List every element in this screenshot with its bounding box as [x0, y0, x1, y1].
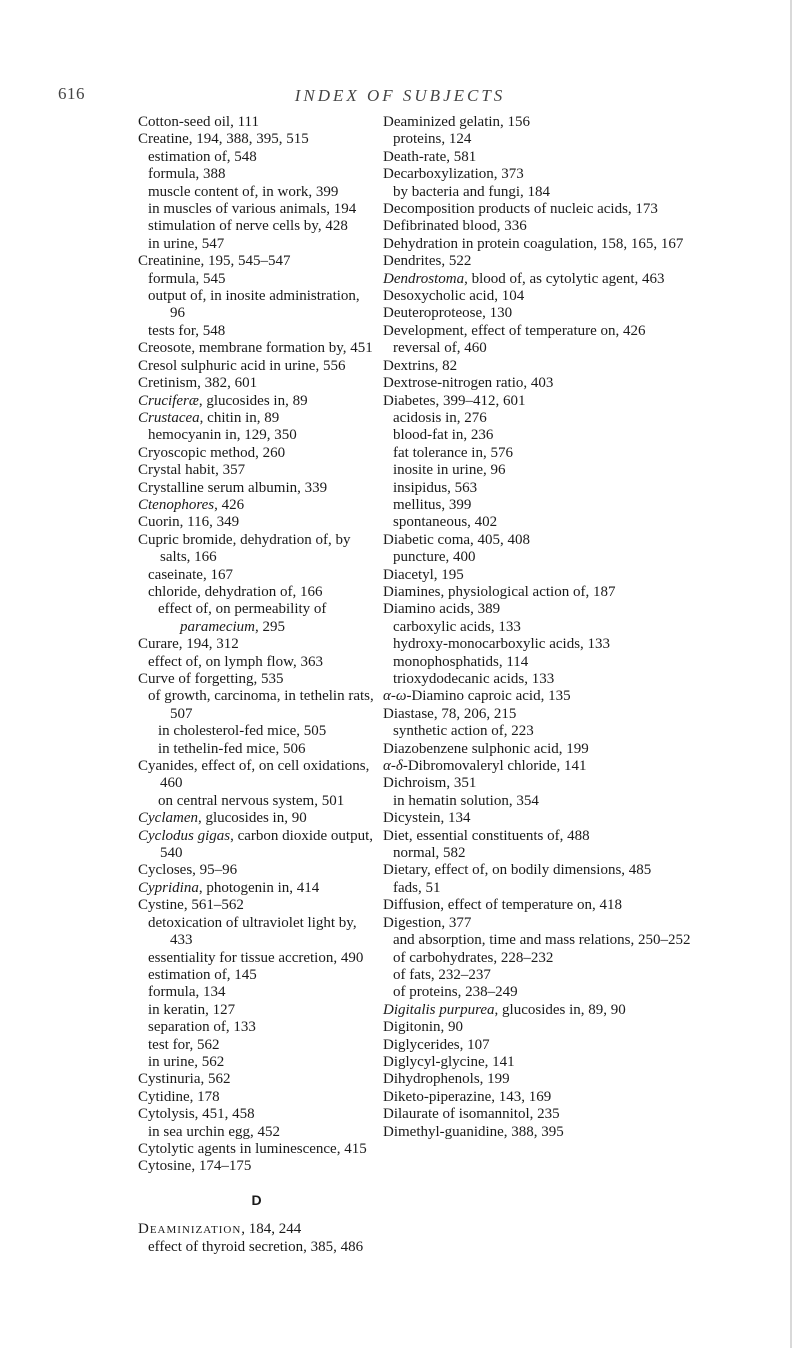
- index-entry: [383, 218, 783, 235]
- entry-text: Dilaurate of isomannitol, 235: [383, 1106, 560, 1123]
- entry-text: Cyclodus gigas: [138, 827, 231, 844]
- index-subentry: [148, 236, 375, 253]
- index-entry: [138, 253, 375, 270]
- entry-text: in sea urchin egg, 452: [148, 1123, 281, 1140]
- index-subentry: [148, 654, 375, 671]
- index-entry: [138, 636, 375, 653]
- entry-text: Cuorin, 116, 349: [138, 514, 240, 531]
- entry-text: and absorption, time and mass relations, 250–252: [393, 932, 691, 949]
- index-subentry: [393, 131, 783, 148]
- index-entry: [383, 149, 783, 166]
- index-subentry: [148, 567, 375, 584]
- entry-text: Diglycyl-glycine, 141: [383, 1053, 515, 1070]
- entry-text: formula, 545: [148, 270, 226, 287]
- index-subentry: [158, 741, 375, 758]
- index-subentry: [148, 950, 375, 967]
- index-subentry: [393, 427, 783, 444]
- index-entry: [383, 393, 783, 410]
- entry-text: Dendrites, 522: [383, 253, 472, 270]
- entry-text: muscle content of, in work, 399: [148, 183, 339, 200]
- index-subentry: [393, 793, 783, 810]
- entry-text: Creatine, 194, 388, 395, 515: [138, 131, 309, 148]
- index-entry: [383, 305, 783, 322]
- entry-text: estimation of, 548: [148, 148, 257, 165]
- index-entry: [383, 532, 783, 549]
- index-entry: [383, 1106, 783, 1123]
- entry-text: hemocyanin in, 129, 350: [148, 427, 297, 444]
- index-entry: [138, 1141, 375, 1158]
- index-subentry: [393, 514, 783, 531]
- index-entry: [383, 201, 783, 218]
- index-subentry: [393, 671, 783, 688]
- index-subentry: [148, 1239, 375, 1256]
- entry-text: , 184, 244: [241, 1221, 302, 1238]
- index-entry: [383, 706, 783, 723]
- index-entry: [138, 462, 375, 479]
- index-subentry: [148, 984, 375, 1001]
- index-subentry: [393, 950, 783, 967]
- entry-text: Development, effect of temperature on, 426: [383, 322, 646, 339]
- entry-text: of proteins, 238–249: [393, 984, 518, 1001]
- index-entry: [138, 532, 375, 567]
- entry-text: Dietary, effect of, on bodily dimensions, 485: [383, 862, 652, 879]
- entry-text: spontaneous, 402: [393, 514, 498, 531]
- index-entry: [383, 375, 783, 392]
- index-entry: [138, 497, 375, 514]
- index-subentry: [393, 880, 783, 897]
- entry-text: insipidus, 563: [393, 479, 478, 496]
- entry-text: Cystinuria, 562: [138, 1071, 231, 1088]
- index-subentry: [148, 1002, 375, 1019]
- entry-text: , glucosides in, 89: [198, 392, 308, 409]
- index-entry: [138, 514, 375, 531]
- entry-text: Decomposition products of nucleic acids, 173: [383, 201, 658, 218]
- index-entry: [383, 1124, 783, 1141]
- entry-text: , glucosides in, 90: [197, 810, 307, 827]
- entry-text: of growth, carcinoma, in tethelin rats, 507: [148, 688, 374, 722]
- entry-text: tests for, 548: [148, 322, 226, 339]
- index-entry: [383, 1089, 783, 1106]
- index-entry: [383, 1002, 783, 1019]
- entry-text: in tethelin-fed mice, 506: [158, 740, 306, 757]
- entry-text: -Diamino caproic acid, 135: [406, 688, 571, 705]
- index-subentry: [393, 619, 783, 636]
- index-entry: [138, 410, 375, 427]
- entry-text: effect of thyroid secretion, 385, 486: [148, 1238, 364, 1255]
- scan-edge-line: [790, 0, 792, 1348]
- index-subentry: [393, 549, 783, 566]
- entry-text: α-δ: [383, 758, 403, 775]
- index-entry: [138, 1106, 375, 1123]
- entry-text: reversal of, 460: [393, 340, 487, 357]
- entry-text: separation of, 133: [148, 1019, 256, 1036]
- entry-text: Cytosine, 174–175: [138, 1158, 252, 1175]
- entry-text: Diglycerides, 107: [383, 1036, 490, 1053]
- index-entry: [383, 1037, 783, 1054]
- entry-text: Diabetic coma, 405, 408: [383, 531, 531, 548]
- index-subentry: [148, 201, 375, 218]
- index-entry: [383, 601, 783, 618]
- entry-text: normal, 582: [393, 845, 466, 862]
- entry-text: Desoxycholic acid, 104: [383, 288, 525, 305]
- index-entry: [138, 758, 375, 793]
- entry-text: Curve of forgetting, 535: [138, 671, 284, 687]
- entry-text: , photogenin in, 414: [198, 879, 320, 896]
- index-subentry: [393, 932, 783, 949]
- entry-text: acidosis in, 276: [393, 409, 487, 426]
- entry-text: Cretinism, 382, 601: [138, 375, 258, 392]
- index-entry: [383, 828, 783, 845]
- index-entry: [383, 688, 783, 705]
- index-subentry: [393, 984, 783, 1001]
- entry-text: , glucosides in, 89, 90: [494, 1001, 626, 1018]
- index-entry: [383, 741, 783, 758]
- entry-text: Dihydrophenols, 199: [383, 1071, 510, 1088]
- index-subentry: [393, 184, 783, 201]
- index-entry: [138, 810, 375, 827]
- entry-text: formula, 388: [148, 166, 226, 183]
- entry-text: Dehydration in protein coagulation, 158, 165, 167: [383, 235, 684, 252]
- entry-text: inosite in urine, 96: [393, 462, 506, 479]
- entry-text: in keratin, 127: [148, 1001, 236, 1018]
- entry-text: Cyanides, effect of, on cell oxidations, 460: [138, 758, 370, 792]
- entry-text: Dextrose-nitrogen ratio, 403: [383, 375, 554, 392]
- index-entry: [138, 671, 375, 688]
- index-entry: [383, 567, 783, 584]
- index-subentry: [148, 967, 375, 984]
- index-entry: [383, 1019, 783, 1036]
- entry-text: Decarboxylization, 373: [383, 166, 524, 183]
- entry-text: Cruciferæ: [138, 392, 199, 409]
- index-entry: [138, 114, 375, 131]
- index-entry: [138, 1158, 375, 1175]
- entry-text: test for, 562: [148, 1036, 220, 1053]
- index-subentry: [148, 1124, 375, 1141]
- entry-text: proteins, 124: [393, 131, 472, 148]
- index-subentry: [148, 1019, 375, 1036]
- entry-text: Digitalis purpurea: [383, 1001, 495, 1018]
- index-entry: [138, 393, 375, 410]
- index-subentry: [148, 323, 375, 340]
- entry-text: fat tolerance in, 576: [393, 444, 513, 461]
- index-entry: [383, 758, 783, 775]
- entry-text: blood-fat in, 236: [393, 427, 494, 444]
- index-subentry: [393, 845, 783, 862]
- index-subentry: [148, 149, 375, 166]
- entry-text: Defibrinated blood, 336: [383, 218, 527, 235]
- entry-text: stimulation of nerve cells by, 428: [148, 218, 348, 235]
- index-entry: [383, 915, 783, 932]
- index-entry: [138, 445, 375, 462]
- index-entry: [138, 897, 375, 914]
- entry-text: formula, 134: [148, 984, 226, 1001]
- entry-text: Cresol sulphuric acid in urine, 556: [138, 357, 346, 374]
- index-entry: [138, 1071, 375, 1088]
- letter-heading: D: [251, 1191, 262, 1208]
- index-subentry: [148, 218, 375, 235]
- index-subentry: [393, 723, 783, 740]
- entry-text: Deuteroproteose, 130: [383, 305, 513, 322]
- entry-text: Dimethyl-guanidine, 388, 395: [383, 1123, 564, 1140]
- index-subentry: [393, 967, 783, 984]
- page-number: 616: [58, 84, 85, 103]
- entry-text: carboxylic acids, 133: [393, 618, 521, 635]
- index-subentry: [148, 1037, 375, 1054]
- entry-text: , chitin in, 89: [199, 409, 280, 426]
- entry-text: in muscles of various animals, 194: [148, 201, 357, 218]
- entry-text: hydroxy-monocarboxylic acids, 133: [393, 636, 611, 653]
- index-entry: [383, 584, 783, 601]
- index-subentry: [148, 688, 375, 723]
- index-entry: [138, 375, 375, 392]
- entry-text: Dextrins, 82: [383, 357, 458, 374]
- entry-text: , blood of, as cytolytic agent, 463: [464, 270, 665, 287]
- index-entry: [138, 340, 375, 357]
- entry-text: Crystal habit, 357: [138, 462, 246, 479]
- index-column-right: [383, 114, 783, 1141]
- entry-text: Diabetes, 399–412, 601: [383, 392, 526, 409]
- entry-text: , carbon dioxide output, 540: [160, 827, 373, 862]
- entry-text: Cystine, 561–562: [138, 897, 244, 914]
- entry-text: Deaminization: [138, 1221, 242, 1238]
- entry-text: -Dibromovaleryl chloride, 141: [402, 758, 587, 775]
- index-entry: [383, 775, 783, 792]
- index-entry: [383, 358, 783, 375]
- index-entry: [383, 1071, 783, 1088]
- entry-text: monophosphatids, 114: [393, 653, 529, 670]
- index-subentry: [393, 636, 783, 653]
- entry-text: Ctenophores: [138, 496, 215, 513]
- index-entry: [383, 1054, 783, 1071]
- index-entry: [383, 862, 783, 879]
- entry-text: in hematin solution, 354: [393, 792, 539, 809]
- entry-text: Cycloses, 95–96: [138, 862, 238, 879]
- entry-text: Diet, essential constituents of, 488: [383, 827, 590, 844]
- entry-text: Cypridina: [138, 879, 199, 896]
- entry-text: Diketo-piperazine, 143, 169: [383, 1088, 552, 1105]
- index-entry: [138, 358, 375, 375]
- index-entry: [138, 1089, 375, 1106]
- entry-text: in cholesterol-fed mice, 505: [158, 723, 327, 740]
- index-subentry: [158, 601, 375, 636]
- entry-text: , 426: [214, 496, 245, 513]
- entry-text: effect of, on lymph flow, 363: [148, 653, 323, 670]
- index-subentry: [148, 427, 375, 444]
- entry-text: Creosote, membrane formation by, 451: [138, 340, 373, 357]
- entry-text: paramecium: [180, 618, 255, 635]
- index-subentry: [393, 340, 783, 357]
- index-entry: [138, 1221, 375, 1238]
- entry-text: Curare, 194, 312: [138, 636, 239, 653]
- index-entry: [383, 288, 783, 305]
- index-entry: [383, 166, 783, 183]
- entry-text: Digestion, 377: [383, 914, 472, 931]
- index-entry: [383, 236, 783, 253]
- index-subentry: [393, 497, 783, 514]
- index-subentry: [148, 166, 375, 183]
- entry-text: Diffusion, effect of temperature on, 418: [383, 897, 622, 914]
- index-entry: [383, 323, 783, 340]
- entry-text: Crustacea: [138, 409, 200, 426]
- index-entry: [138, 131, 375, 148]
- index-subentry: [158, 793, 375, 810]
- entry-text: by bacteria and fungi, 184: [393, 183, 551, 200]
- index-subentry: [393, 480, 783, 497]
- entry-text: Digitonin, 90: [383, 1019, 464, 1036]
- entry-text: of fats, 232–237: [393, 966, 491, 983]
- entry-text: Dichroism, 351: [383, 775, 477, 792]
- index-entry: [383, 114, 783, 131]
- entry-text: Creatinine, 195, 545–547: [138, 253, 291, 270]
- entry-text: Death-rate, 581: [383, 148, 477, 165]
- index-subentry: [148, 584, 375, 601]
- entry-text: caseinate, 167: [148, 566, 233, 583]
- entry-text: Dendrostoma: [383, 270, 465, 287]
- index-subentry: [148, 184, 375, 201]
- entry-text: essentiality for tissue accretion, 490: [148, 949, 364, 966]
- entry-text: Diacetyl, 195: [383, 566, 464, 583]
- entry-text: on central nervous system, 501: [158, 792, 345, 809]
- index-subentry: [148, 1054, 375, 1071]
- entry-text: trioxydodecanic acids, 133: [393, 671, 555, 687]
- entry-text: effect of, on permeability of: [158, 601, 327, 618]
- entry-text: Cupric bromide, dehydration of, by salts, 166: [138, 531, 351, 566]
- entry-text: output of, in inosite administration, 96: [148, 288, 360, 322]
- entry-text: , 295: [255, 618, 285, 635]
- running-head: INDEX OF SUBJECTS: [294, 86, 506, 105]
- index-column-left: [138, 114, 375, 1256]
- entry-text: α-ω: [383, 688, 407, 705]
- entry-text: estimation of, 145: [148, 966, 257, 983]
- index-entry: [383, 271, 783, 288]
- entry-text: chloride, dehydration of, 166: [148, 583, 323, 600]
- entry-text: detoxication of ultraviolet light by, 433: [148, 914, 357, 949]
- entry-text: Deaminized gelatin, 156: [383, 114, 531, 130]
- entry-text: Diazobenzene sulphonic acid, 199: [383, 740, 589, 757]
- index-subentry: [148, 915, 375, 950]
- entry-text: Cytolytic agents in luminescence, 415: [138, 1140, 367, 1157]
- index-subentry: [158, 723, 375, 740]
- index-entry: [138, 480, 375, 497]
- entry-text: Cotton-seed oil, 111: [138, 114, 259, 130]
- entry-text: in urine, 547: [148, 235, 225, 252]
- index-subentry: [393, 462, 783, 479]
- index-entry: [138, 828, 375, 863]
- entry-text: Cytidine, 178: [138, 1088, 220, 1105]
- index-subentry: [393, 654, 783, 671]
- entry-text: Diamino acids, 389: [383, 601, 501, 618]
- entry-text: mellitus, 399: [393, 496, 472, 513]
- entry-text: of carbohydrates, 228–232: [393, 949, 554, 966]
- index-entry: [383, 897, 783, 914]
- entry-text: Crystalline serum albumin, 339: [138, 479, 328, 496]
- index-subentry: [393, 410, 783, 427]
- index-entry: [383, 810, 783, 827]
- entry-text: fads, 51: [393, 879, 441, 896]
- entry-text: puncture, 400: [393, 549, 476, 566]
- entry-text: Diastase, 78, 206, 215: [383, 705, 517, 722]
- index-entry: [138, 862, 375, 879]
- entry-text: Dicystein, 134: [383, 810, 471, 827]
- entry-text: synthetic action of, 223: [393, 723, 534, 740]
- entry-text: in urine, 562: [148, 1053, 225, 1070]
- index-entry: [138, 880, 375, 897]
- index-entry: [383, 253, 783, 270]
- index-subentry: [148, 271, 375, 288]
- index-subentry: [148, 288, 375, 323]
- entry-text: Cryoscopic method, 260: [138, 444, 286, 461]
- entry-text: Cytolysis, 451, 458: [138, 1106, 255, 1123]
- entry-text: Diamines, physiological action of, 187: [383, 583, 616, 600]
- entry-text: Cyclamen: [138, 810, 198, 827]
- index-subentry: [393, 445, 783, 462]
